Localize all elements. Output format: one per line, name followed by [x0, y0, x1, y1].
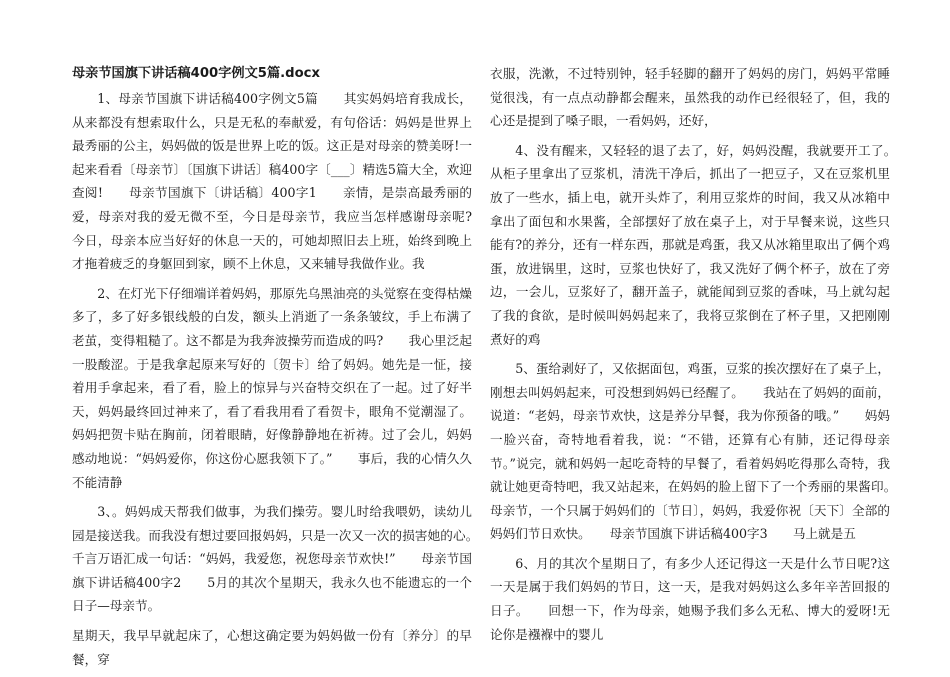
paragraph-3-continued-right: 衣服，洗漱，不过特别钟，轻手轻脚的翻开了妈妈的房门，妈妈平常睡觉很浅，有一点点动静都会醒来，虽然我的动作已经很轻了，但，我的心还是提到了嗓子眼，一看妈妈，还好， [490, 66, 890, 129]
paragraph-1: 1、母亲节国旗下讲话稿400字例文5篇 其实妈妈培育我成长，从来都没有想索取什么，只是无私的奉献爱，有句俗话：妈妈是世界上最秀丽的公主，妈妈做的饭是世界上吃的饭。这正是对母亲的赞美呀!一起来看看〔母亲节〕〔国旗下讲话〕稿400字〔___〕精选5篇大全，欢迎查阅! 母亲节国旗下〔讲话稿〕400字1 亲情，是崇高最秀丽的爱，母亲对我的爱无微不至，今日是母亲节，我应当怎样感谢母亲呢? 今日，母亲本应当好好的休息一天的，可她却照旧去上班，始终到晚上才拖着疲乏的身躯回到家，顾不上休息，又来辅导我做作业。我 [72, 91, 498, 272]
paragraph-5: 5、蛋给剥好了，又依据面包，鸡蛋，豆浆的挨次摆好在了桌子上，刚想去叫妈妈起来，可没想到妈妈已经醒了。 我站在了妈妈的面前，说道：“老妈，母亲节欢快，这是养分早餐，我为你预备的哦。” 妈妈一脸兴奋，奇特地看着我，说：“不错，还算有心有肺，还记得母亲节。”说完，就和妈妈一起吃奇特的早餐了，看着妈妈吃得那么奇特，我就让她更奇特吧，我又站起来，在妈妈的脸上留下了一个秀丽的果酱印。 母亲节，一个只属于妈妈们的〔节日〕，妈妈，我爱你祝〔天下〕全部的妈妈们节日欢快。 母亲节国旗下讲话稿400字3 马上就是五 [490, 361, 916, 542]
paragraph-3-continued: 星期天，我早早就起床了，心想这确定要为妈妈做一份有〔养分〕的早餐，穿 [72, 628, 472, 667]
paragraph-6: 6、月的其次个星期日了，有多少人还记得这一天是什么节日呢?这一天是属于我们妈妈的节日，这一天，是我对妈妈这么多年辛苦回报的日子。 回想一下，作为母亲，她赐予我们多么无私、博大的爱呀!无论你是襁褓中的婴儿 [490, 555, 890, 642]
paragraph-2: 2、在灯光下仔细端详着妈妈，那原先乌黑油亮的头觉察在变得枯燥多了，多了好多银线般的白发，额头上消逝了一条条皱纹，手上布满了老茧，变得粗糙了。这不都是为我奔波操劳而造成的吗? 我心里泛起一股酸涩。于是我拿起原来写好的〔贺卡〕给了妈妈。她先是一怔，接着用手拿起来，看了看，脸上的惊异与兴奋特交织在了一起。过了好半天，妈妈最终回过神来了，看了看我用看了看贺卡，眼角不觉潮湿了。妈妈把贺卡贴在胸前，闭着眼睛，好像静静地在祈祷。过了会儿，妈妈感动地说：“妈妈爱你，你这份心愿我领下了。” 事后，我的心情久久不能清静 [72, 285, 472, 490]
left-column [72, 62, 498, 677]
paragraph-3: 3、。妈妈成天帮我们做事，为我们操劳。婴儿时给我喂奶，读幼儿园是接送我。而我没有想过要回报妈妈，只是一次又一次的损害她的心。 千言万语汇成一句话：“妈妈，我爱您，祝您母亲节欢快!” 母亲节国旗下讲话稿400字2 5月的其次个星期天，我永久也不能遗忘的一个日子—母亲节。 [72, 504, 498, 614]
right-column [490, 62, 916, 652]
paragraph-4: 4、没有醒来，又轻轻的退了去了，好，妈妈没醒，我就要开工了。 从柜子里拿出了豆浆机，清洗干净后，抓出了一把豆子，又在豆浆机里放了一些水，插上电，就开头炸了，利用豆浆炸的时间，我又从冰箱中拿出了面包和水果酱，全部摆好了放在桌子上，对于早餐来说，这些只能有?的养分，还有一样东西，那就是鸡蛋，我又从冰箱里取出了俩个鸡蛋，放进锅里，这时，豆浆也快好了，我又洗好了俩个杯子，放在了旁边，一会儿，豆浆好了，翻开盖子，就能闻到豆浆的香味，马上就勾起了我的食欲，是时候叫妈妈起来了，我将豆浆倒在了杯子里，又把刚刚煮好的鸡 [490, 142, 916, 347]
document-title: 母亲节国旗下讲话稿400字例文5篇.docx [72, 66, 320, 81]
